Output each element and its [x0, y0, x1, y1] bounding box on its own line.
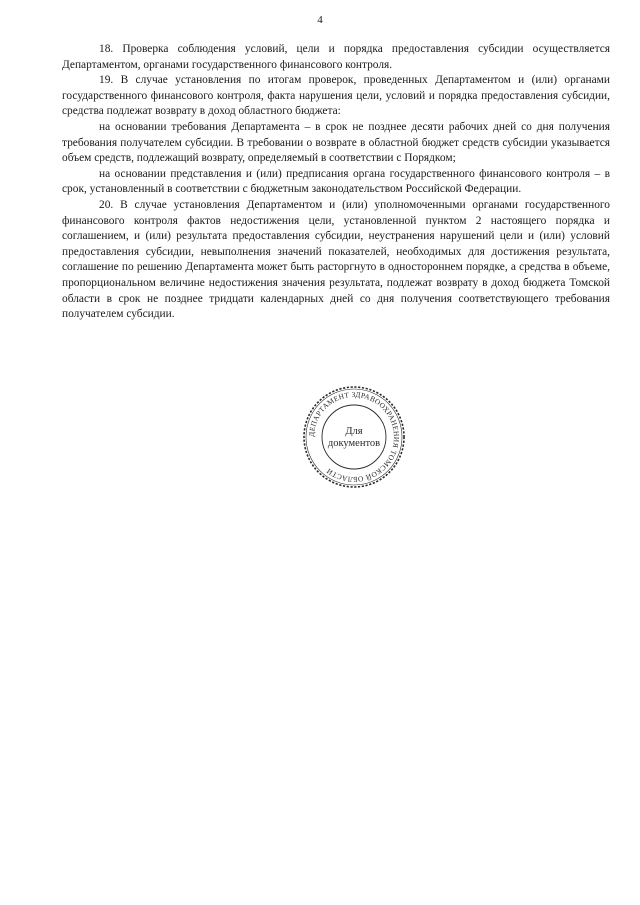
- paragraph-19-item-1: на основании требования Департамента – в срок не позднее десяти рабочих дней со дня получения требования получателем субсидии. В требовании о возврате в областной бюджет средств субсидии указывается объем средств, подлежащий возврату, определяемый в соответствии с Порядком;: [62, 120, 610, 165]
- stamp-outer-ring: [304, 387, 404, 487]
- paragraph-19: 19. В случае установления по итогам проверок, проведенных Департаментом и (или) органами государственного финансового контроля, факта нарушения цели, условий и порядка предоставления субсидии, средства подлежат возврату в доход областного бюджета:: [62, 74, 610, 118]
- stamp-center-line-2: документов: [327, 438, 381, 449]
- paragraph-18: 18. Проверка соблюдения условий, цели и порядка предоставления субсидии осуществляется Департаментом, органами государственного финансового контроля.: [62, 43, 610, 71]
- department-stamp: [302, 385, 406, 489]
- stamp-ring-text: ДЕПАРТАМЕНТ ЗДРАВООХРАНЕНИЯ ТОМСКОЙ ОБЛАСТИ: [306, 389, 402, 485]
- paragraph-20: 20. В случае установления Департаментом и (или) уполномоченными органами государственного финансового контроля фактов недостижения цели, установленной пунктом 2 настоящего порядка и соглашением, и (или) результата предоставления субсидии, неустранения нарушений цели и (или) условий предоставления субсидии, невыполнения значений показателей, необходимых для достижения результата, соглашение по решению Департамента может быть расторгнуто в одностороннем порядке, а средства в объеме, пропорциональном величине недостижения значения результата, подлежат возврату в доход бюджета Томской области в срок не позднее тридцати календарных дней со дня получения соответствующего требования получателем субсидии.: [62, 198, 610, 321]
- stamp-inner-ring: [322, 405, 386, 469]
- stamp-seal-graphic: [302, 385, 406, 489]
- stamp-outer-ring-inner: [306, 389, 402, 485]
- stamp-center-line-1: Для: [345, 426, 363, 437]
- paragraph-19-item-2: на основании представления и (или) предписания органа государственного финансового контроля – в срок, установленный в соответствии с бюджетным законодательством Российской Федерации.: [62, 167, 610, 196]
- document-body: [62, 42, 610, 323]
- page-number: 4: [317, 14, 323, 26]
